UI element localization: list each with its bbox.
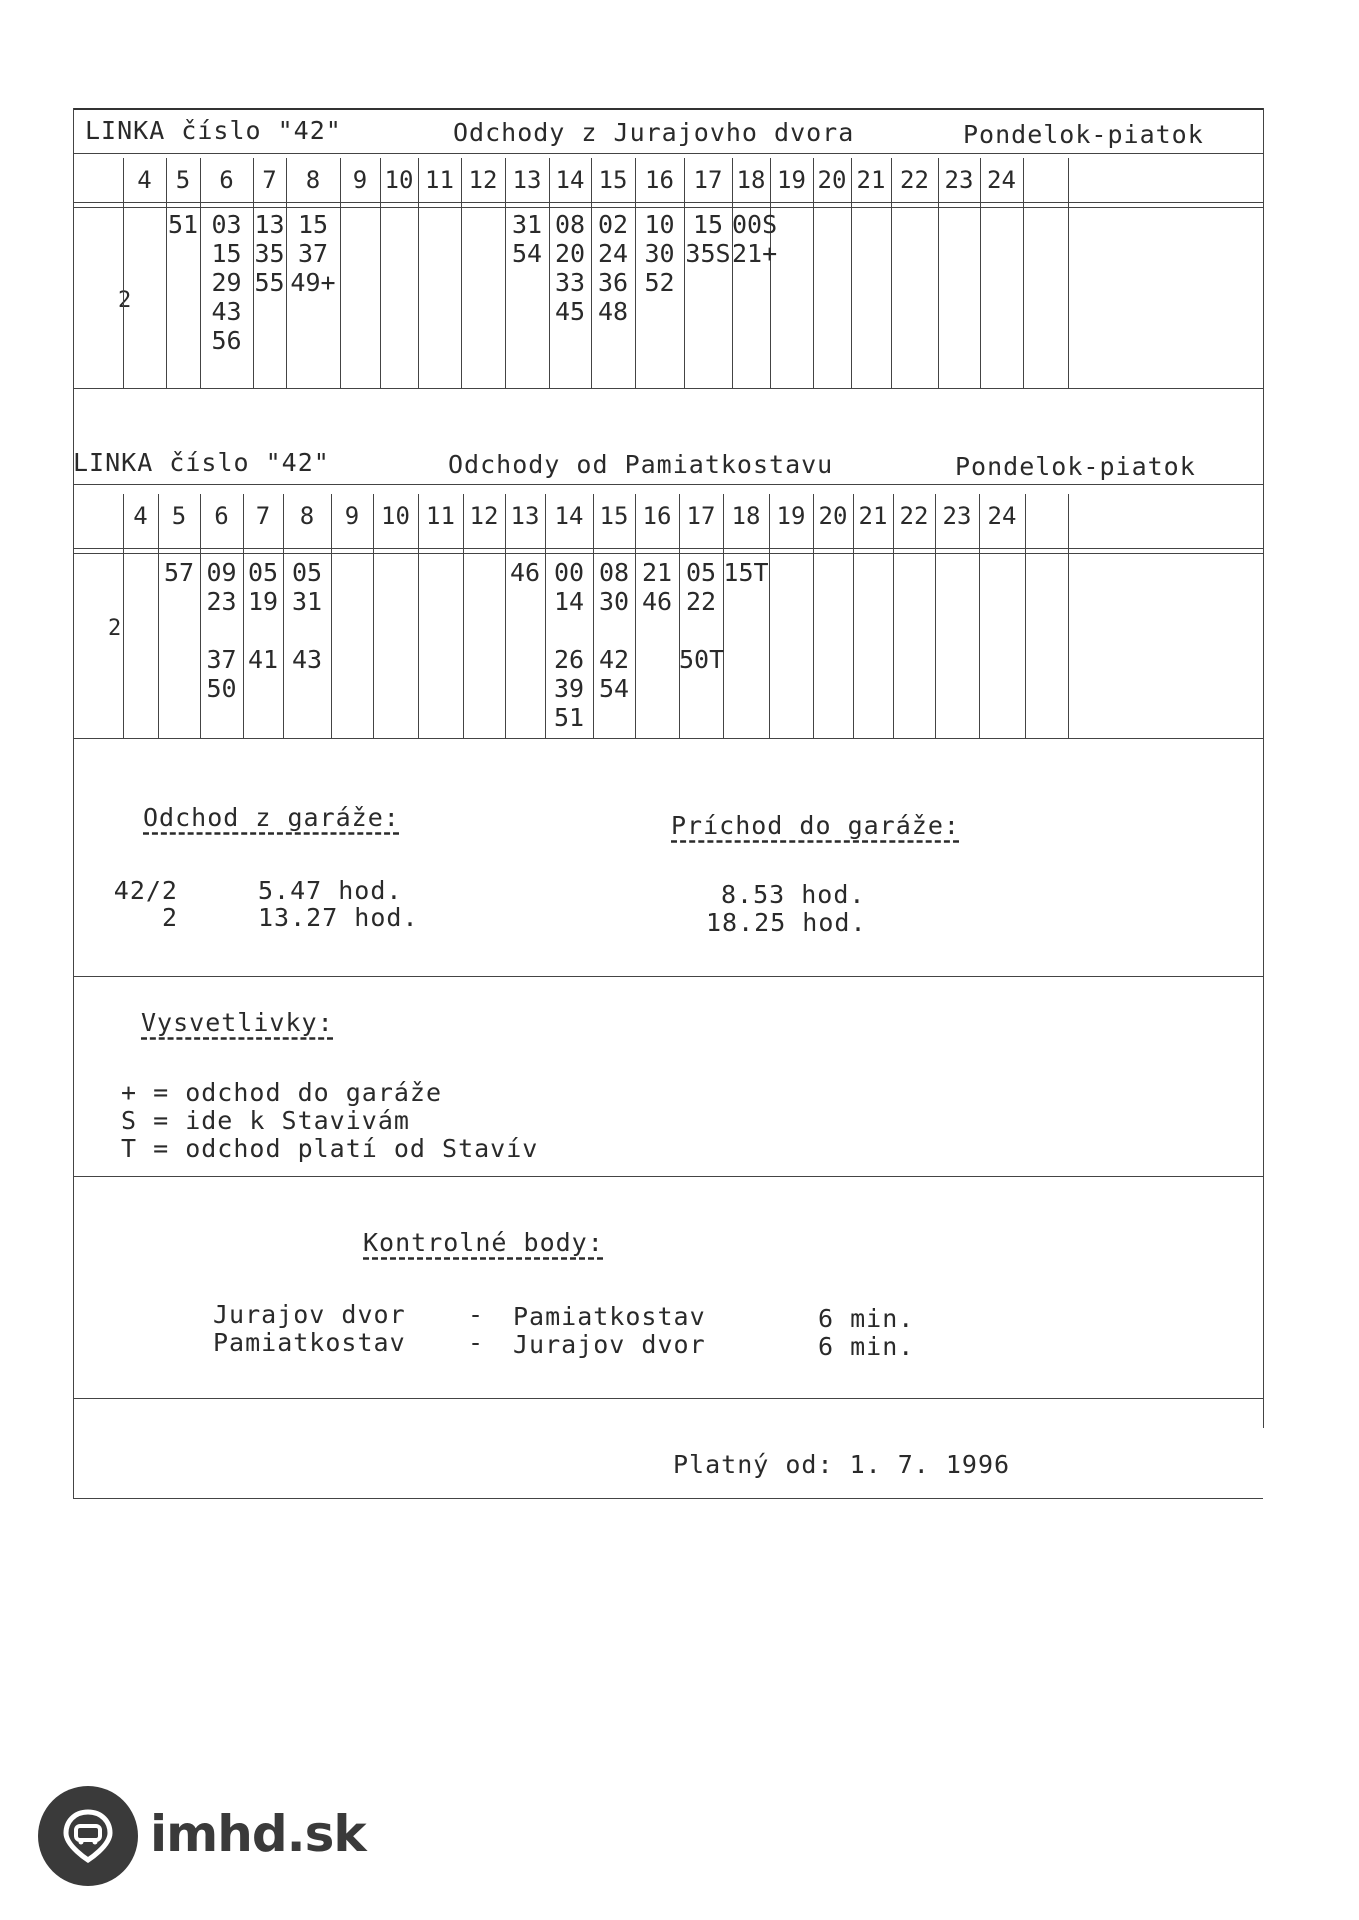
checkpoint-to: Pamiatkostav [513, 1302, 706, 1331]
hour-header: 5 [171, 502, 187, 530]
hour-header: 19 [776, 502, 806, 530]
grid-column-line [635, 494, 636, 738]
garage-out-time: 13.27 hod. [258, 903, 419, 932]
grid-column-line [1023, 158, 1024, 388]
grid-column-line [979, 494, 980, 738]
hour-header: 14 [555, 166, 585, 194]
grid-column-line [853, 494, 854, 738]
border-right [1263, 108, 1264, 1428]
divider [73, 388, 1263, 389]
hour-header: 20 [818, 502, 848, 530]
hour-header: 6 [214, 502, 229, 530]
departure-minutes: 51 [167, 210, 199, 239]
section2-row-label: 2 [108, 616, 122, 641]
garage-in-title: Príchod do garáže: [671, 811, 960, 840]
hour-header: 10 [384, 166, 414, 194]
grid-column-line [505, 494, 506, 738]
departure-minutes: 15T [723, 558, 769, 587]
grid-column-line [463, 494, 464, 738]
grid-column-line [1068, 494, 1069, 738]
imhd-logo [38, 1786, 138, 1886]
hour-header: 18 [731, 502, 761, 530]
grid-column-line [123, 494, 124, 738]
checkpoints-title: Kontrolné body: [363, 1228, 604, 1257]
hour-header: 7 [262, 166, 277, 194]
departure-minutes: 05 19 41 [247, 558, 279, 674]
border-left [73, 108, 74, 1498]
divider [73, 1176, 1263, 1177]
checkpoint-time: 6 min. [818, 1304, 915, 1333]
garage-row-label: 42/2 [113, 876, 178, 905]
section2-line-title: LINKA číslo "42" [73, 448, 330, 477]
hour-header: 23 [942, 502, 972, 530]
legend-title: Vysvetlivky: [141, 1008, 334, 1037]
hour-header: 9 [344, 502, 360, 530]
hour-header: 4 [133, 502, 148, 530]
hour-header: 22 [899, 502, 929, 530]
checkpoint-to: Jurajov dvor [513, 1330, 706, 1359]
hour-header: 5 [175, 166, 191, 194]
divider [73, 1398, 1263, 1399]
grid-column-line [813, 494, 814, 738]
grid-column-line [418, 494, 419, 738]
grid-column-line [769, 494, 770, 738]
hour-header: 8 [305, 166, 321, 194]
section2-route-title: Odchody od Pamiatkostavu [448, 450, 834, 479]
departure-minutes: 46 [509, 558, 541, 587]
hour-header: 16 [645, 166, 674, 194]
legend-item: T = odchod platí od Stavív [121, 1134, 539, 1163]
hour-header: 8 [299, 502, 315, 530]
legend-item: + = odchod do garáže [121, 1078, 443, 1107]
grid-header-divider [73, 553, 1263, 554]
hour-header: 18 [736, 166, 766, 194]
hour-header: 12 [469, 502, 499, 530]
checkpoint-dash: - [468, 1328, 485, 1357]
section1-row-label: 2 [118, 288, 132, 313]
hour-header: 17 [693, 166, 723, 194]
grid-column-line [1068, 158, 1069, 388]
bus-pin-icon [60, 1808, 116, 1864]
hour-header: 24 [987, 166, 1016, 194]
departure-minutes: 21 46 [641, 558, 673, 616]
grid-header-divider [73, 207, 1263, 208]
hour-header: 16 [642, 502, 672, 530]
departure-minutes: 05 31 43 [291, 558, 323, 674]
hour-header: 19 [777, 166, 806, 194]
hour-header: 4 [137, 166, 152, 194]
departure-minutes: 57 [163, 558, 195, 587]
hour-header: 6 [219, 166, 234, 194]
garage-row-label: 2 [161, 903, 178, 932]
departure-minutes: 05 22 50T [679, 558, 725, 674]
hour-header: 21 [856, 166, 886, 194]
hour-header: 20 [817, 166, 847, 194]
divider [73, 484, 1263, 485]
hour-header: 23 [944, 166, 974, 194]
hour-header: 21 [858, 502, 888, 530]
section1-days: Pondelok-piatok [963, 120, 1204, 149]
divider [73, 1498, 1263, 1499]
hour-header: 9 [352, 166, 368, 194]
divider [73, 976, 1263, 977]
departure-minutes: 10 30 52 [644, 210, 675, 297]
grid-column-line [893, 494, 894, 738]
departure-minutes: 31 54 [511, 210, 543, 268]
garage-out-title: Odchod z garáže: [143, 803, 400, 832]
hour-header: 22 [900, 166, 929, 194]
departure-minutes: 09 23 37 50 [206, 558, 237, 703]
grid-column-line [1025, 494, 1026, 738]
garage-in-time: 18.25 hod. [706, 908, 867, 937]
departure-minutes: 15 37 49+ [290, 210, 336, 297]
hour-header: 13 [510, 502, 540, 530]
hour-header: 14 [554, 502, 584, 530]
checkpoint-dash: - [468, 1300, 485, 1329]
hour-header: 17 [686, 502, 716, 530]
section1-line-title: LINKA číslo "42" [85, 116, 342, 145]
garage-out-time: 5.47 hod. [258, 876, 403, 905]
grid-header-divider [73, 202, 1263, 203]
timetable-sheet [73, 108, 1263, 1498]
grid-column-line [373, 494, 374, 738]
hour-header: 15 [598, 166, 628, 194]
legend-item: S = ide k Stavivám [121, 1106, 410, 1135]
hour-header: 12 [468, 166, 498, 194]
divider [73, 153, 1263, 154]
garage-in-time: 8.53 hod. [721, 880, 866, 909]
hour-header: 13 [512, 166, 542, 194]
hour-header: 11 [426, 502, 455, 530]
hour-header: 10 [381, 502, 410, 530]
departure-minutes: 00 14 26 39 51 [553, 558, 585, 732]
grid-column-line [331, 494, 332, 738]
checkpoint-from: Pamiatkostav [213, 1328, 406, 1357]
validity-date: Platný od: 1. 7. 1996 [673, 1450, 1011, 1479]
grid-column-line [723, 494, 724, 738]
hour-header: 15 [599, 502, 629, 530]
grid-column-line [158, 494, 159, 738]
departure-minutes: 15 35S [685, 210, 731, 268]
departure-minutes: 02 24 36 48 [597, 210, 629, 326]
hour-header: 7 [255, 502, 271, 530]
departure-minutes: 00S 21+ [732, 210, 778, 268]
divider [73, 738, 1263, 739]
departure-minutes: 13 35 55 [254, 210, 285, 297]
section1-route-title: Odchody z Jurajovho dvora [453, 118, 855, 147]
grid-header-divider [73, 548, 1263, 549]
departure-minutes: 03 15 29 43 56 [211, 210, 242, 355]
checkpoint-from: Jurajov dvor [213, 1300, 406, 1329]
departure-minutes: 08 20 33 45 [554, 210, 586, 326]
checkpoint-time: 6 min. [818, 1332, 915, 1361]
departure-minutes: 08 30 42 54 [598, 558, 630, 703]
section2-days: Pondelok-piatok [955, 452, 1196, 481]
hour-header: 11 [425, 166, 454, 194]
hour-header: 24 [987, 502, 1017, 530]
grid-column-line [935, 494, 936, 738]
brand-name: imhd.sk [150, 1805, 366, 1863]
border-top [73, 108, 1263, 110]
